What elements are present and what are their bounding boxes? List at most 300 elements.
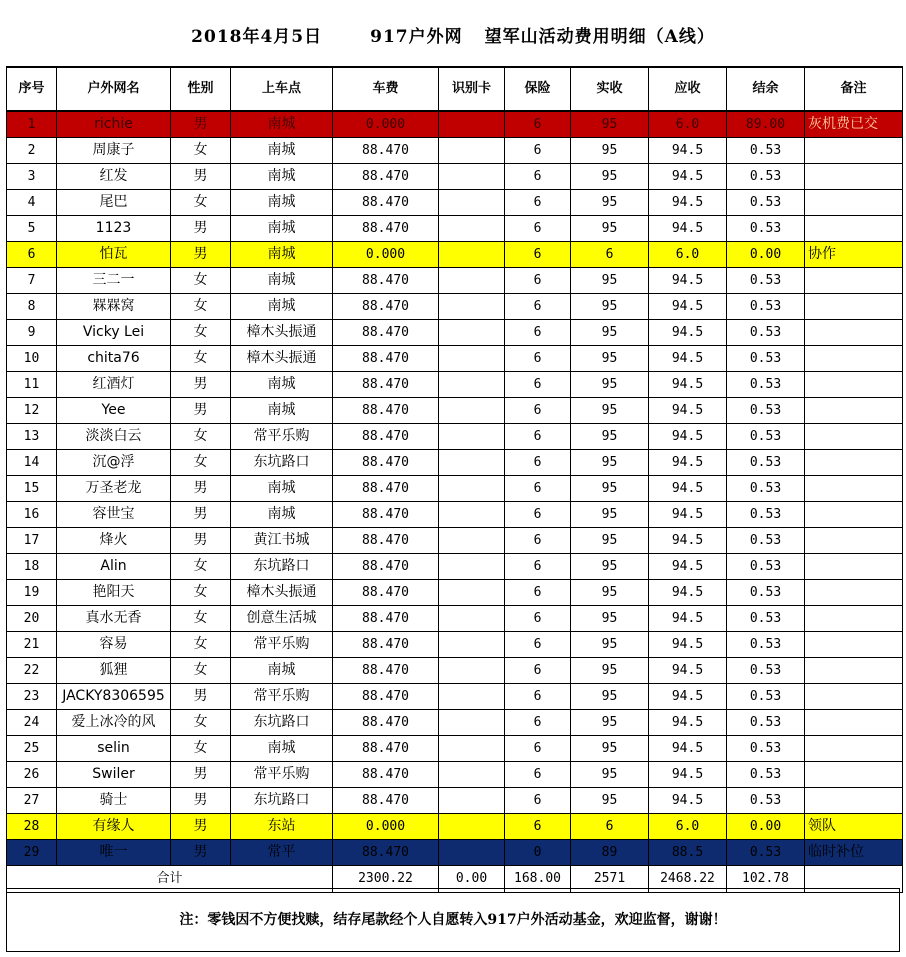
cell-balance[interactable]: 0.53 bbox=[727, 190, 805, 216]
header-insurance[interactable]: 保险 bbox=[505, 67, 571, 111]
cell-stop[interactable]: 常平乐购 bbox=[231, 762, 333, 788]
cell-paid[interactable]: 95 bbox=[571, 684, 649, 710]
cell-note[interactable] bbox=[805, 632, 903, 658]
cell-balance[interactable]: 0.53 bbox=[727, 580, 805, 606]
cell-no[interactable]: 4 bbox=[7, 190, 57, 216]
cell-sex[interactable]: 男 bbox=[171, 476, 231, 502]
cell-due[interactable]: 94.5 bbox=[649, 580, 727, 606]
cell-insurance[interactable]: 6 bbox=[505, 814, 571, 840]
cell-card[interactable] bbox=[439, 736, 505, 762]
cell-stop[interactable]: 樟木头振通 bbox=[231, 346, 333, 372]
cell-sex[interactable]: 女 bbox=[171, 450, 231, 476]
cell-insurance[interactable]: 6 bbox=[505, 762, 571, 788]
cell-paid[interactable]: 95 bbox=[571, 346, 649, 372]
cell-name[interactable]: 容世宝 bbox=[57, 502, 171, 528]
cell-insurance[interactable]: 6 bbox=[505, 710, 571, 736]
cell-balance[interactable]: 0.53 bbox=[727, 216, 805, 242]
header-balance[interactable]: 结余 bbox=[727, 67, 805, 111]
cell-fare[interactable]: 88.470 bbox=[333, 320, 439, 346]
cell-fare[interactable]: 88.470 bbox=[333, 476, 439, 502]
cell-note[interactable] bbox=[805, 528, 903, 554]
cell-note[interactable] bbox=[805, 502, 903, 528]
cell-no[interactable]: 9 bbox=[7, 320, 57, 346]
cell-fare[interactable]: 88.470 bbox=[333, 502, 439, 528]
cell-note[interactable] bbox=[805, 190, 903, 216]
cell-card[interactable] bbox=[439, 710, 505, 736]
cell-note[interactable] bbox=[805, 164, 903, 190]
cell-note[interactable] bbox=[805, 580, 903, 606]
cell-note[interactable] bbox=[805, 684, 903, 710]
cell-no[interactable]: 7 bbox=[7, 268, 57, 294]
cell-sex[interactable]: 女 bbox=[171, 294, 231, 320]
cell-sex[interactable]: 男 bbox=[171, 684, 231, 710]
cell-insurance[interactable]: 6 bbox=[505, 684, 571, 710]
total-fare[interactable]: 2300.22 bbox=[333, 866, 439, 893]
cell-due[interactable]: 94.5 bbox=[649, 216, 727, 242]
cell-paid[interactable]: 95 bbox=[571, 294, 649, 320]
cell-sex[interactable]: 男 bbox=[171, 164, 231, 190]
cell-paid[interactable]: 95 bbox=[571, 606, 649, 632]
cell-fare[interactable]: 88.470 bbox=[333, 658, 439, 684]
cell-name[interactable]: 红发 bbox=[57, 164, 171, 190]
cell-no[interactable]: 27 bbox=[7, 788, 57, 814]
cell-no[interactable]: 22 bbox=[7, 658, 57, 684]
cell-due[interactable]: 94.5 bbox=[649, 606, 727, 632]
cell-balance[interactable]: 0.00 bbox=[727, 814, 805, 840]
cell-card[interactable] bbox=[439, 216, 505, 242]
cell-stop[interactable]: 南城 bbox=[231, 216, 333, 242]
cell-insurance[interactable]: 6 bbox=[505, 320, 571, 346]
cell-sex[interactable]: 女 bbox=[171, 632, 231, 658]
cell-balance[interactable]: 0.53 bbox=[727, 450, 805, 476]
cell-paid[interactable]: 95 bbox=[571, 164, 649, 190]
cell-fare[interactable]: 88.470 bbox=[333, 164, 439, 190]
cell-insurance[interactable]: 6 bbox=[505, 450, 571, 476]
cell-due[interactable]: 6.0 bbox=[649, 242, 727, 268]
cell-paid[interactable]: 95 bbox=[571, 736, 649, 762]
cell-name[interactable]: 怕瓦 bbox=[57, 242, 171, 268]
cell-due[interactable]: 94.5 bbox=[649, 372, 727, 398]
cell-balance[interactable]: 0.53 bbox=[727, 736, 805, 762]
cell-card[interactable] bbox=[439, 450, 505, 476]
cell-stop[interactable]: 东坑路口 bbox=[231, 710, 333, 736]
cell-note[interactable] bbox=[805, 710, 903, 736]
cell-sex[interactable]: 男 bbox=[171, 840, 231, 866]
cell-insurance[interactable]: 6 bbox=[505, 346, 571, 372]
cell-due[interactable]: 94.5 bbox=[649, 424, 727, 450]
header-fare[interactable]: 车费 bbox=[333, 67, 439, 111]
cell-paid[interactable]: 95 bbox=[571, 632, 649, 658]
cell-sex[interactable]: 女 bbox=[171, 190, 231, 216]
cell-note[interactable] bbox=[805, 294, 903, 320]
cell-card[interactable] bbox=[439, 268, 505, 294]
cell-fare[interactable]: 88.470 bbox=[333, 736, 439, 762]
cell-name[interactable]: richie bbox=[57, 111, 171, 138]
total-paid[interactable]: 2571 bbox=[571, 866, 649, 893]
cell-insurance[interactable]: 6 bbox=[505, 606, 571, 632]
cell-sex[interactable]: 女 bbox=[171, 606, 231, 632]
cell-paid[interactable]: 95 bbox=[571, 710, 649, 736]
cell-no[interactable]: 12 bbox=[7, 398, 57, 424]
cell-insurance[interactable]: 6 bbox=[505, 424, 571, 450]
cell-note[interactable]: 领队 bbox=[805, 814, 903, 840]
cell-paid[interactable]: 95 bbox=[571, 762, 649, 788]
cell-due[interactable]: 94.5 bbox=[649, 398, 727, 424]
cell-card[interactable] bbox=[439, 684, 505, 710]
cell-no[interactable]: 18 bbox=[7, 554, 57, 580]
cell-insurance[interactable]: 6 bbox=[505, 294, 571, 320]
cell-note[interactable] bbox=[805, 372, 903, 398]
cell-paid[interactable]: 95 bbox=[571, 320, 649, 346]
cell-note[interactable]: 灰机费已交 bbox=[805, 111, 903, 138]
cell-card[interactable] bbox=[439, 398, 505, 424]
cell-name[interactable]: selin bbox=[57, 736, 171, 762]
cell-stop[interactable]: 南城 bbox=[231, 164, 333, 190]
cell-balance[interactable]: 89.00 bbox=[727, 111, 805, 138]
cell-fare[interactable]: 88.470 bbox=[333, 372, 439, 398]
cell-fare[interactable]: 88.470 bbox=[333, 788, 439, 814]
cell-paid[interactable]: 95 bbox=[571, 658, 649, 684]
cell-stop[interactable]: 常平 bbox=[231, 840, 333, 866]
cell-fare[interactable]: 88.470 bbox=[333, 398, 439, 424]
cell-sex[interactable]: 男 bbox=[171, 111, 231, 138]
cell-sex[interactable]: 男 bbox=[171, 398, 231, 424]
cell-paid[interactable]: 95 bbox=[571, 788, 649, 814]
cell-no[interactable]: 25 bbox=[7, 736, 57, 762]
cell-stop[interactable]: 创意生活城 bbox=[231, 606, 333, 632]
cell-no[interactable]: 6 bbox=[7, 242, 57, 268]
cell-name[interactable]: 三二一 bbox=[57, 268, 171, 294]
cell-card[interactable] bbox=[439, 476, 505, 502]
cell-name[interactable]: 1123 bbox=[57, 216, 171, 242]
cell-sex[interactable]: 女 bbox=[171, 320, 231, 346]
cell-no[interactable]: 17 bbox=[7, 528, 57, 554]
cell-name[interactable]: 万圣老龙 bbox=[57, 476, 171, 502]
cell-balance[interactable]: 0.53 bbox=[727, 294, 805, 320]
cell-card[interactable] bbox=[439, 762, 505, 788]
cell-paid[interactable]: 95 bbox=[571, 580, 649, 606]
cell-fare[interactable]: 88.470 bbox=[333, 580, 439, 606]
cell-balance[interactable]: 0.53 bbox=[727, 528, 805, 554]
cell-insurance[interactable]: 0 bbox=[505, 840, 571, 866]
header-stop[interactable]: 上车点 bbox=[231, 67, 333, 111]
cell-fare[interactable]: 88.470 bbox=[333, 138, 439, 164]
cell-note[interactable] bbox=[805, 216, 903, 242]
cell-note[interactable] bbox=[805, 346, 903, 372]
cell-name[interactable]: JACKY8306595 bbox=[57, 684, 171, 710]
cell-paid[interactable]: 95 bbox=[571, 450, 649, 476]
cell-sex[interactable]: 男 bbox=[171, 528, 231, 554]
cell-name[interactable]: 有缘人 bbox=[57, 814, 171, 840]
cell-card[interactable] bbox=[439, 606, 505, 632]
cell-fare[interactable]: 88.470 bbox=[333, 840, 439, 866]
cell-no[interactable]: 10 bbox=[7, 346, 57, 372]
cell-insurance[interactable]: 6 bbox=[505, 242, 571, 268]
cell-name[interactable]: Swiler bbox=[57, 762, 171, 788]
cell-stop[interactable]: 南城 bbox=[231, 190, 333, 216]
cell-fare[interactable]: 88.470 bbox=[333, 606, 439, 632]
cell-paid[interactable]: 95 bbox=[571, 398, 649, 424]
header-note[interactable]: 备注 bbox=[805, 67, 903, 111]
cell-balance[interactable]: 0.53 bbox=[727, 554, 805, 580]
cell-due[interactable]: 94.5 bbox=[649, 658, 727, 684]
cell-fare[interactable]: 0.000 bbox=[333, 814, 439, 840]
cell-insurance[interactable]: 6 bbox=[505, 580, 571, 606]
header-card[interactable]: 识别卡 bbox=[439, 67, 505, 111]
cell-due[interactable]: 94.5 bbox=[649, 762, 727, 788]
cell-paid[interactable]: 95 bbox=[571, 528, 649, 554]
cell-balance[interactable]: 0.53 bbox=[727, 684, 805, 710]
cell-note[interactable] bbox=[805, 554, 903, 580]
cell-paid[interactable]: 89 bbox=[571, 840, 649, 866]
cell-name[interactable]: Alin bbox=[57, 554, 171, 580]
cell-no[interactable]: 13 bbox=[7, 424, 57, 450]
cell-note[interactable] bbox=[805, 450, 903, 476]
cell-no[interactable]: 23 bbox=[7, 684, 57, 710]
cell-stop[interactable]: 常平乐购 bbox=[231, 632, 333, 658]
cell-due[interactable]: 94.5 bbox=[649, 684, 727, 710]
cell-stop[interactable]: 常平乐购 bbox=[231, 424, 333, 450]
cell-name[interactable]: Yee bbox=[57, 398, 171, 424]
cell-sex[interactable]: 男 bbox=[171, 762, 231, 788]
cell-stop[interactable]: 东坑路口 bbox=[231, 554, 333, 580]
cell-sex[interactable]: 男 bbox=[171, 814, 231, 840]
cell-stop[interactable]: 东站 bbox=[231, 814, 333, 840]
cell-stop[interactable]: 樟木头振通 bbox=[231, 320, 333, 346]
header-sex[interactable]: 性别 bbox=[171, 67, 231, 111]
cell-note[interactable]: 临时补位 bbox=[805, 840, 903, 866]
cell-note[interactable] bbox=[805, 424, 903, 450]
cell-sex[interactable]: 女 bbox=[171, 554, 231, 580]
cell-balance[interactable]: 0.53 bbox=[727, 788, 805, 814]
cell-fare[interactable]: 88.470 bbox=[333, 762, 439, 788]
cell-balance[interactable]: 0.53 bbox=[727, 632, 805, 658]
cell-sex[interactable]: 女 bbox=[171, 658, 231, 684]
cell-stop[interactable]: 樟木头振通 bbox=[231, 580, 333, 606]
cell-fare[interactable]: 88.470 bbox=[333, 424, 439, 450]
cell-card[interactable] bbox=[439, 346, 505, 372]
cell-paid[interactable]: 95 bbox=[571, 476, 649, 502]
cell-stop[interactable]: 南城 bbox=[231, 502, 333, 528]
cell-paid[interactable]: 95 bbox=[571, 502, 649, 528]
cell-paid[interactable]: 95 bbox=[571, 138, 649, 164]
total-balance[interactable]: 102.78 bbox=[727, 866, 805, 893]
cell-insurance[interactable]: 6 bbox=[505, 138, 571, 164]
cell-no[interactable]: 11 bbox=[7, 372, 57, 398]
cell-note[interactable] bbox=[805, 320, 903, 346]
cell-no[interactable]: 5 bbox=[7, 216, 57, 242]
cell-card[interactable] bbox=[439, 372, 505, 398]
cell-card[interactable] bbox=[439, 788, 505, 814]
cell-no[interactable]: 15 bbox=[7, 476, 57, 502]
cell-stop[interactable]: 南城 bbox=[231, 476, 333, 502]
cell-due[interactable]: 94.5 bbox=[649, 710, 727, 736]
cell-balance[interactable]: 0.53 bbox=[727, 658, 805, 684]
cell-note[interactable] bbox=[805, 658, 903, 684]
cell-name[interactable]: 烽火 bbox=[57, 528, 171, 554]
cell-insurance[interactable]: 6 bbox=[505, 190, 571, 216]
total-due[interactable]: 2468.22 bbox=[649, 866, 727, 893]
cell-card[interactable] bbox=[439, 840, 505, 866]
cell-stop[interactable]: 南城 bbox=[231, 398, 333, 424]
cell-paid[interactable]: 95 bbox=[571, 372, 649, 398]
cell-paid[interactable]: 95 bbox=[571, 554, 649, 580]
cell-stop[interactable]: 南城 bbox=[231, 138, 333, 164]
cell-no[interactable]: 2 bbox=[7, 138, 57, 164]
cell-no[interactable]: 14 bbox=[7, 450, 57, 476]
cell-note[interactable] bbox=[805, 268, 903, 294]
cell-balance[interactable]: 0.53 bbox=[727, 320, 805, 346]
header-name[interactable]: 户外网名 bbox=[57, 67, 171, 111]
cell-no[interactable]: 19 bbox=[7, 580, 57, 606]
cell-stop[interactable]: 南城 bbox=[231, 242, 333, 268]
cell-insurance[interactable]: 6 bbox=[505, 632, 571, 658]
header-paid[interactable]: 实收 bbox=[571, 67, 649, 111]
cell-note[interactable] bbox=[805, 788, 903, 814]
cell-card[interactable] bbox=[439, 580, 505, 606]
cell-paid[interactable]: 95 bbox=[571, 424, 649, 450]
cell-no[interactable]: 3 bbox=[7, 164, 57, 190]
cell-stop[interactable]: 南城 bbox=[231, 372, 333, 398]
cell-due[interactable]: 94.5 bbox=[649, 190, 727, 216]
cell-due[interactable]: 94.5 bbox=[649, 632, 727, 658]
cell-paid[interactable]: 95 bbox=[571, 190, 649, 216]
cell-no[interactable]: 21 bbox=[7, 632, 57, 658]
cell-sex[interactable]: 女 bbox=[171, 138, 231, 164]
cell-insurance[interactable]: 6 bbox=[505, 554, 571, 580]
cell-card[interactable] bbox=[439, 554, 505, 580]
cell-card[interactable] bbox=[439, 190, 505, 216]
cell-card[interactable] bbox=[439, 320, 505, 346]
cell-balance[interactable]: 0.53 bbox=[727, 372, 805, 398]
cell-sex[interactable]: 男 bbox=[171, 242, 231, 268]
cell-insurance[interactable]: 6 bbox=[505, 268, 571, 294]
cell-stop[interactable]: 南城 bbox=[231, 268, 333, 294]
cell-due[interactable]: 94.5 bbox=[649, 736, 727, 762]
cell-note[interactable] bbox=[805, 398, 903, 424]
cell-balance[interactable]: 0.53 bbox=[727, 138, 805, 164]
cell-stop[interactable]: 南城 bbox=[231, 294, 333, 320]
cell-due[interactable]: 94.5 bbox=[649, 268, 727, 294]
cell-card[interactable] bbox=[439, 528, 505, 554]
cell-insurance[interactable]: 6 bbox=[505, 658, 571, 684]
cell-balance[interactable]: 0.53 bbox=[727, 710, 805, 736]
cell-due[interactable]: 94.5 bbox=[649, 554, 727, 580]
cell-sex[interactable]: 女 bbox=[171, 346, 231, 372]
cell-note[interactable] bbox=[805, 762, 903, 788]
cell-sex[interactable]: 女 bbox=[171, 580, 231, 606]
cell-insurance[interactable]: 6 bbox=[505, 736, 571, 762]
cell-sex[interactable]: 男 bbox=[171, 216, 231, 242]
cell-balance[interactable]: 0.53 bbox=[727, 346, 805, 372]
cell-card[interactable] bbox=[439, 632, 505, 658]
cell-name[interactable]: 唯一 bbox=[57, 840, 171, 866]
cell-fare[interactable]: 88.470 bbox=[333, 710, 439, 736]
cell-due[interactable]: 94.5 bbox=[649, 138, 727, 164]
cell-stop[interactable]: 东坑路口 bbox=[231, 788, 333, 814]
cell-note[interactable] bbox=[805, 476, 903, 502]
cell-note[interactable]: 协作 bbox=[805, 242, 903, 268]
cell-sex[interactable]: 女 bbox=[171, 736, 231, 762]
cell-sex[interactable]: 男 bbox=[171, 788, 231, 814]
cell-stop[interactable]: 黄江书城 bbox=[231, 528, 333, 554]
cell-no[interactable]: 16 bbox=[7, 502, 57, 528]
cell-sex[interactable]: 女 bbox=[171, 424, 231, 450]
cell-name[interactable]: 周康子 bbox=[57, 138, 171, 164]
cell-name[interactable]: 尾巴 bbox=[57, 190, 171, 216]
total-insurance[interactable]: 168.00 bbox=[505, 866, 571, 893]
cell-fare[interactable]: 88.470 bbox=[333, 190, 439, 216]
cell-stop[interactable]: 南城 bbox=[231, 736, 333, 762]
cell-fare[interactable]: 0.000 bbox=[333, 111, 439, 138]
cell-balance[interactable]: 0.00 bbox=[727, 242, 805, 268]
cell-name[interactable]: 淡淡白云 bbox=[57, 424, 171, 450]
cell-due[interactable]: 88.5 bbox=[649, 840, 727, 866]
cell-fare[interactable]: 0.000 bbox=[333, 242, 439, 268]
cell-due[interactable]: 94.5 bbox=[649, 502, 727, 528]
cell-no[interactable]: 26 bbox=[7, 762, 57, 788]
cell-stop[interactable]: 常平乐购 bbox=[231, 684, 333, 710]
cell-due[interactable]: 94.5 bbox=[649, 788, 727, 814]
cell-card[interactable] bbox=[439, 294, 505, 320]
cell-insurance[interactable]: 6 bbox=[505, 788, 571, 814]
cell-stop[interactable]: 南城 bbox=[231, 111, 333, 138]
cell-paid[interactable]: 6 bbox=[571, 242, 649, 268]
cell-stop[interactable]: 东坑路口 bbox=[231, 450, 333, 476]
cell-no[interactable]: 1 bbox=[7, 111, 57, 138]
cell-balance[interactable]: 0.53 bbox=[727, 476, 805, 502]
cell-name[interactable]: 容易 bbox=[57, 632, 171, 658]
cell-no[interactable]: 28 bbox=[7, 814, 57, 840]
cell-fare[interactable]: 88.470 bbox=[333, 294, 439, 320]
cell-due[interactable]: 6.0 bbox=[649, 111, 727, 138]
cell-balance[interactable]: 0.53 bbox=[727, 164, 805, 190]
cell-no[interactable]: 20 bbox=[7, 606, 57, 632]
header-due[interactable]: 应收 bbox=[649, 67, 727, 111]
cell-name[interactable]: 真水无香 bbox=[57, 606, 171, 632]
cell-card[interactable] bbox=[439, 658, 505, 684]
cell-note[interactable] bbox=[805, 138, 903, 164]
cell-fare[interactable]: 88.470 bbox=[333, 528, 439, 554]
cell-balance[interactable]: 0.53 bbox=[727, 606, 805, 632]
cell-due[interactable]: 94.5 bbox=[649, 346, 727, 372]
cell-insurance[interactable]: 6 bbox=[505, 476, 571, 502]
cell-name[interactable]: 艳阳天 bbox=[57, 580, 171, 606]
cell-note[interactable] bbox=[805, 736, 903, 762]
cell-card[interactable] bbox=[439, 164, 505, 190]
cell-card[interactable] bbox=[439, 814, 505, 840]
cell-insurance[interactable]: 6 bbox=[505, 111, 571, 138]
cell-balance[interactable]: 0.53 bbox=[727, 762, 805, 788]
cell-paid[interactable]: 95 bbox=[571, 111, 649, 138]
cell-due[interactable]: 94.5 bbox=[649, 528, 727, 554]
cell-card[interactable] bbox=[439, 502, 505, 528]
cell-fare[interactable]: 88.470 bbox=[333, 450, 439, 476]
cell-name[interactable]: 红酒灯 bbox=[57, 372, 171, 398]
cell-no[interactable]: 29 bbox=[7, 840, 57, 866]
cell-balance[interactable]: 0.53 bbox=[727, 840, 805, 866]
cell-insurance[interactable]: 6 bbox=[505, 372, 571, 398]
cell-sex[interactable]: 女 bbox=[171, 710, 231, 736]
cell-insurance[interactable]: 6 bbox=[505, 398, 571, 424]
cell-fare[interactable]: 88.470 bbox=[333, 684, 439, 710]
cell-name[interactable]: 骑士 bbox=[57, 788, 171, 814]
cell-fare[interactable]: 88.470 bbox=[333, 554, 439, 580]
cell-fare[interactable]: 88.470 bbox=[333, 632, 439, 658]
cell-balance[interactable]: 0.53 bbox=[727, 502, 805, 528]
cell-due[interactable]: 94.5 bbox=[649, 164, 727, 190]
cell-card[interactable] bbox=[439, 242, 505, 268]
